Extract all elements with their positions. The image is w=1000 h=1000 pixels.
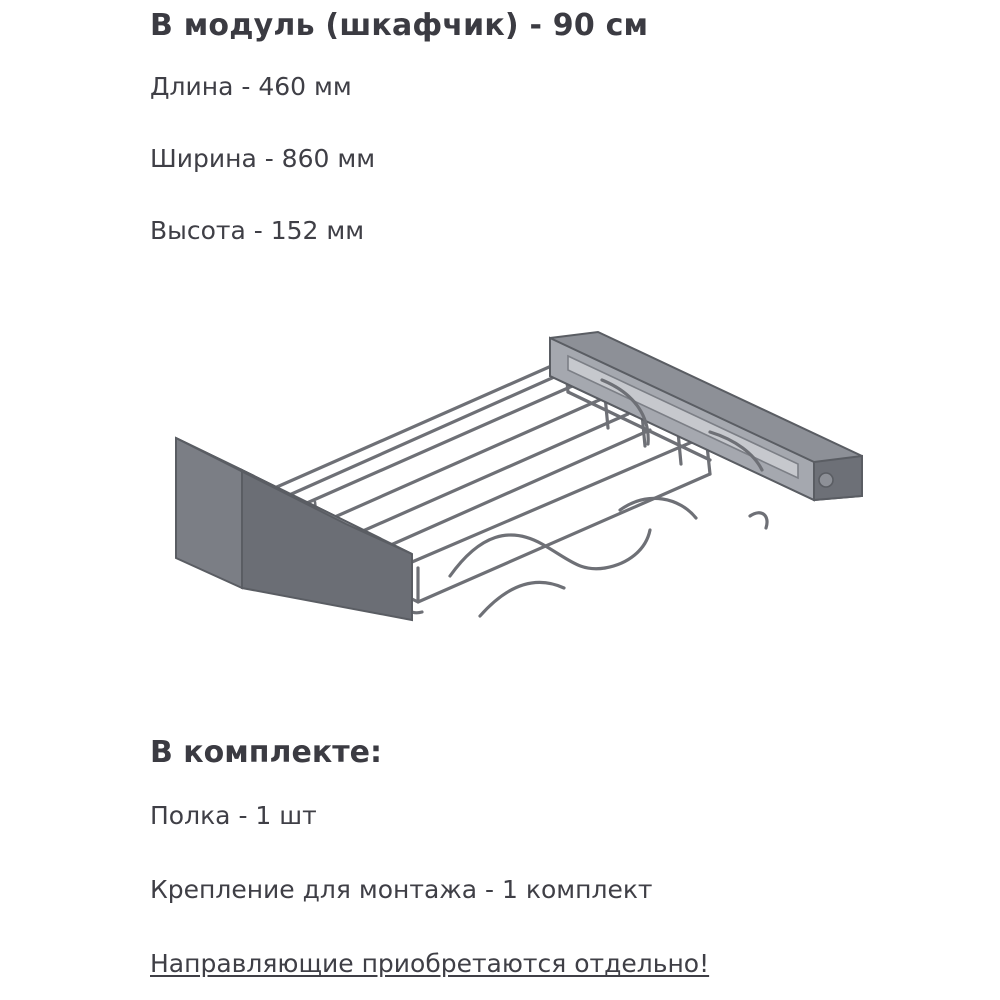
spec-width: Ширина - 860 мм: [150, 144, 376, 173]
kit-contents-block: [150, 735, 940, 979]
product-illustration: [150, 320, 880, 660]
specifications-block: [150, 8, 930, 288]
spec-height: Высота - 152 мм: [150, 216, 365, 245]
front-panel: [176, 438, 412, 620]
kit-item-shelf: Полка - 1 шт: [150, 801, 317, 830]
page-title: В модуль (шкафчик) - 90 см: [150, 8, 649, 43]
wire-shelf-drawing: [150, 320, 880, 660]
kit-note-rails-sold-separately: Направляющие приобретаются отдельно!: [150, 949, 710, 978]
kit-item-mount: Крепление для монтажа - 1 комплект: [150, 875, 653, 904]
spec-length: Длина - 460 мм: [150, 72, 352, 101]
kit-title: В комплекте:: [150, 735, 382, 770]
